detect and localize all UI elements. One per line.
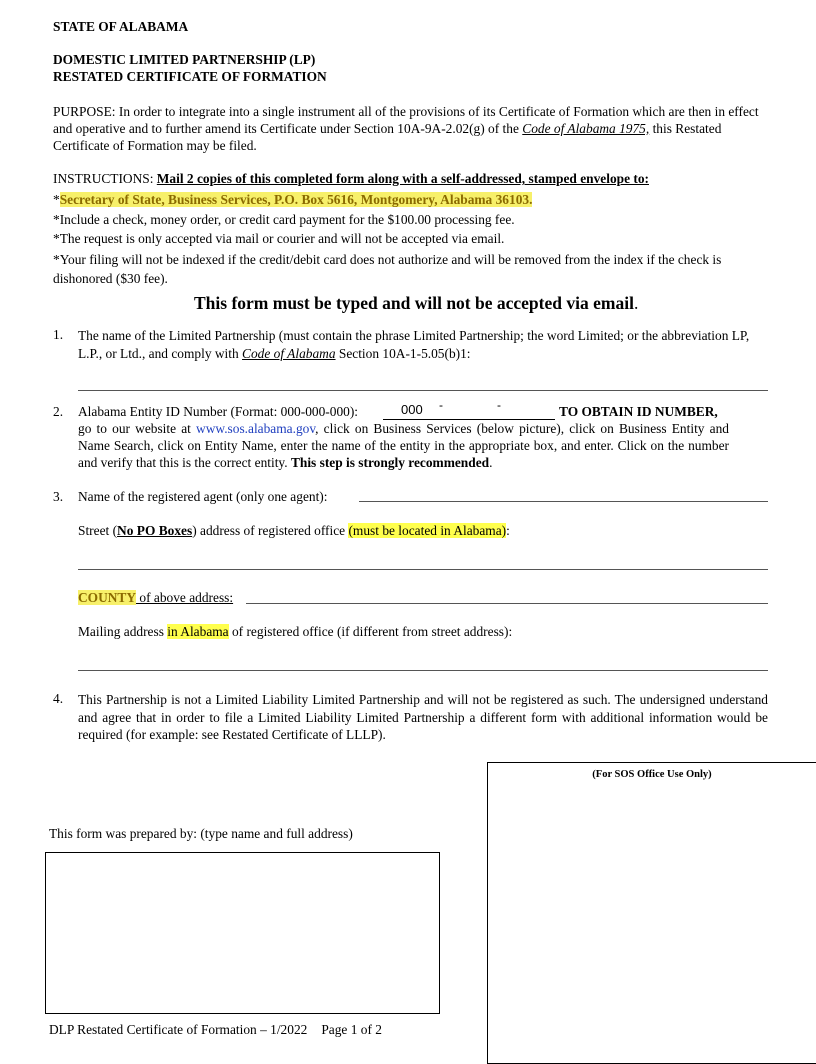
item2-end: . — [489, 455, 493, 470]
form-title-line1: DOMESTIC LIMITED PARTNERSHIP (LP) — [53, 52, 316, 67]
purpose-code-ref: Code of Alabama 1975, — [522, 121, 650, 136]
instructions-line — [53, 171, 773, 187]
purpose-text: PURPOSE: In order to integrate into a single instrument all of the provisions of its Certificate of Formation which are then in effect and operative and to further amend its Certificate under Section 10A-9A-2.02(g) of the — [53, 104, 759, 136]
lp-name-field[interactable] — [78, 390, 768, 391]
instructions-label: INSTRUCTIONS: — [53, 171, 157, 186]
item2-instructions — [78, 420, 729, 471]
prepared-by-field[interactable] — [45, 852, 440, 1014]
purpose-paragraph — [53, 103, 763, 154]
address-star: * — [53, 192, 60, 207]
footer — [49, 1022, 382, 1038]
item4-number: 4. — [53, 691, 64, 706]
typed-notice — [194, 293, 638, 314]
registered-agent-field[interactable] — [359, 501, 768, 502]
county-highlight: COUNTY — [78, 590, 137, 605]
sos-office-use-box — [487, 762, 816, 1064]
street-label-b: ) address of registered office — [192, 523, 349, 538]
item2-instructions-rest: , click on Business Services (below picture), click on Business Entity and Name Search, click on Entity Name, enter the name of the entity in the appropriate box, and enter. Click on the number and verify that this is the correct entity. — [78, 421, 729, 470]
street-label-colon: : — [506, 523, 510, 538]
must-be-alabama-highlight: (must be located in Alabama) — [348, 523, 507, 538]
entity-id-dash-1: - — [439, 398, 443, 412]
form-title-line2: RESTATED CERTIFICATE OF FORMATION — [53, 69, 327, 84]
item1-text-a: The name of the Limited Partnership (must contain the phrase Limited Partnership; the word Limited; or the abbreviation LP, L.P., or Ltd., and comply with — [78, 328, 750, 361]
item2-go-text: go to our website at — [78, 421, 197, 436]
state-heading: STATE OF ALABAMA — [53, 19, 189, 34]
mailing-address-label — [78, 624, 512, 640]
item1-text-b: Section 10A-1-5.05(b)1: — [335, 346, 471, 361]
instructions-mail-text: Mail 2 copies of this completed form along with a self-addressed, stamped envelope to: — [156, 171, 649, 186]
street-label-a: Street ( — [78, 523, 118, 538]
instruction-indexing: *Your filing will not be indexed if the credit/debit card does not authorize and will be removed from the index if the check is dishonored ($30 fee). — [53, 252, 722, 286]
mailing-label-a: Mailing address — [78, 624, 168, 639]
item2-recommended: This step is strongly recommended — [290, 455, 490, 470]
footer-page-number: Page 1 of 2 — [321, 1022, 382, 1037]
street-address-label — [78, 523, 510, 539]
no-po-boxes: No PO Boxes — [117, 523, 193, 538]
instruction-fee: *Include a check, money order, or credit card payment for the $100.00 processing fee. — [53, 212, 515, 227]
sos-mailing-address: Secretary of State, Business Services, P.O. Box 5616, Montgomery, Alabama 36103. — [59, 192, 533, 207]
sos-website-link[interactable]: www.sos.alabama.gov — [196, 421, 316, 436]
in-alabama-highlight: in Alabama — [167, 624, 229, 639]
registered-agent-label: Name of the registered agent (only one agent): — [78, 489, 328, 504]
item3-number: 3. — [53, 489, 64, 504]
mailing-address-line — [53, 192, 532, 208]
entity-id-dash-2: - — [497, 398, 501, 412]
instruction-mail-only: *The request is only accepted via mail or courier and will not be accepted via email. — [53, 231, 505, 246]
prepared-by-label: This form was prepared by: (type name and full address) — [49, 826, 353, 841]
entity-id-field[interactable] — [383, 398, 555, 420]
mailing-label-b: of registered office (if different from street address): — [228, 624, 513, 639]
item1-code-ref: Code of Alabama — [242, 346, 336, 361]
item1-text — [78, 327, 768, 363]
entity-id-prefix: 000 — [401, 402, 423, 417]
purpose-text-end: this Restated Certificate of Formation may be filed. — [53, 121, 722, 153]
sos-office-use-label: (For SOS Office Use Only) — [592, 769, 712, 780]
entity-id-label: Alabama Entity ID Number (Format: 000-000-000): — [78, 404, 359, 419]
typed-notice-text: This form must be typed and will not be accepted via email — [194, 293, 634, 313]
item4-text: This Partnership is not a Limited Liability Limited Partnership and will not be registered as such. The undersigned understand and agree that in order to file a Limited Liability Limited Partnership a different form with additional information would be required (for example: see Restated Certificate of LLLP). — [78, 692, 768, 742]
mailing-address-field[interactable] — [78, 670, 768, 671]
county-label — [78, 590, 233, 606]
typed-notice-period: . — [633, 293, 639, 313]
county-label-rest: of above address: — [136, 590, 234, 605]
street-address-field[interactable] — [78, 569, 768, 570]
footer-form-name: DLP Restated Certificate of Formation – 1/2022 — [49, 1022, 308, 1037]
county-field[interactable] — [246, 603, 768, 604]
obtain-id-heading: TO OBTAIN ID NUMBER, — [559, 404, 718, 419]
item1-number: 1. — [53, 327, 64, 342]
item2-number: 2. — [53, 404, 64, 419]
